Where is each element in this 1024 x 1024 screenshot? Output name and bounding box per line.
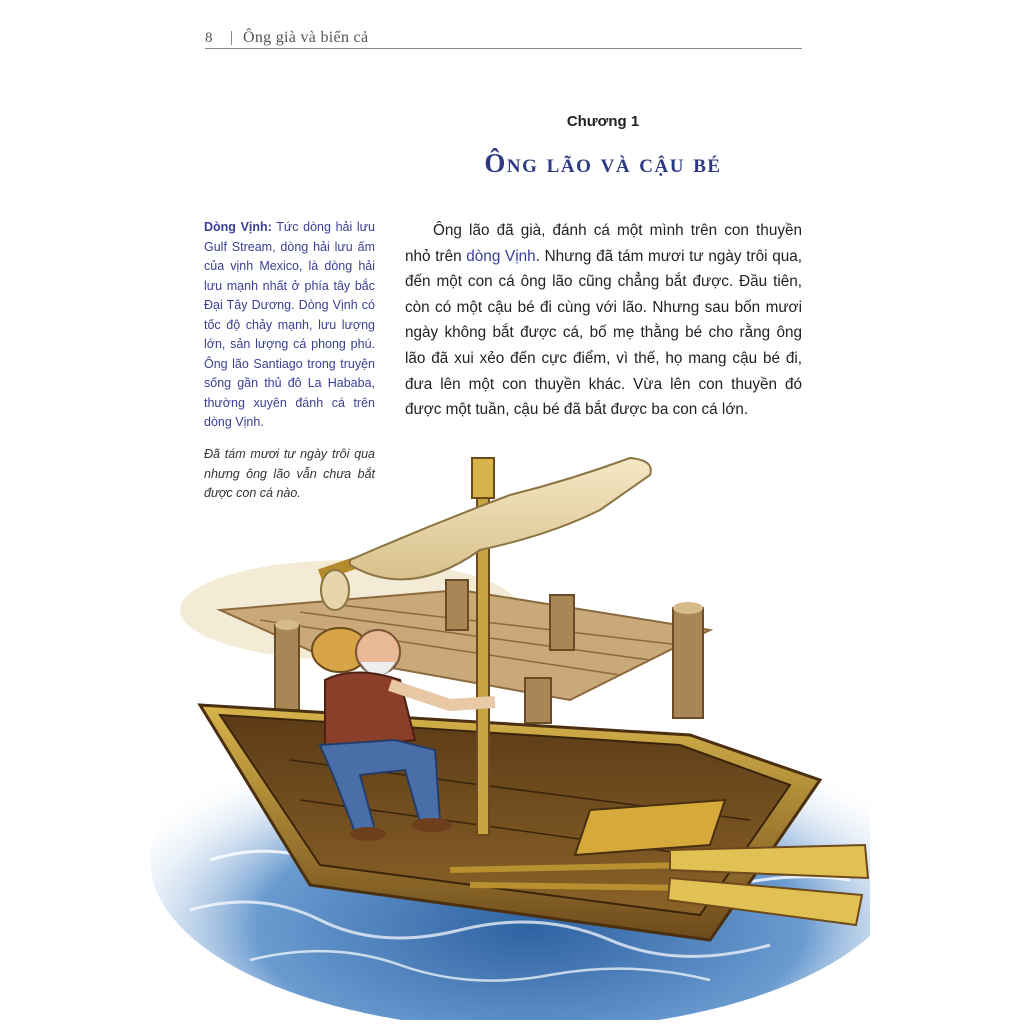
illustration-caption: Đã tám mươi tư ngày trôi qua nhưng ông lão vẫn chưa bắt được con cá nào. (204, 447, 375, 500)
boat-illustration (150, 440, 870, 1020)
body-text-part1: Ông lão đã già, đánh cá một mình trên con thuyền nhỏ trên (405, 222, 802, 265)
running-header (205, 28, 802, 49)
body-term-link[interactable]: dòng Vịnh (466, 247, 536, 265)
sidenote-text: Tức dòng hải lưu Gulf Stream, dòng hải lưu ấm của vịnh Mexico, là dòng hải lưu mạnh nhất ở phía tây bắc Đại Tây Dương. Dòng Vịnh có tốc độ chảy mạnh, lưu lượng lớn, sản lượng cá phong phú. Ông lão Santiago trong truyện sống gần thủ đô La Hababa, thường xuyên đánh cá trên dòng Vịnh. (204, 220, 375, 429)
sidenote-term: Dòng Vịnh: (204, 220, 272, 234)
chapter-title: Ông lão và cậu bé (484, 148, 722, 178)
book-title: Ông già và biển cả (243, 29, 369, 46)
sidenote (204, 218, 375, 433)
page-number: 8 (205, 30, 213, 46)
chapter-label: Chương 1 (566, 113, 640, 130)
body-text-part2: . Nhưng đã tám mươi tư ngày trôi qua, đến một con cá ông lão cũng chẳng bắt được. Đầu tiên, còn có một cậu bé đi cùng với lão. Nhưng sau bốn mươi ngày không bắt được cá, bố mẹ thằng bé cho rằng ông lão đã xui xẻo đến cực điểm, vì thế, họ mang cậu bé đi, đưa lên một con thuyền khác. Vừa lên con thuyền đó được một tuần, cậu bé đã bắt được ba con cá lớn. (405, 247, 802, 419)
header-divider (231, 31, 232, 45)
body-paragraph (405, 218, 802, 423)
